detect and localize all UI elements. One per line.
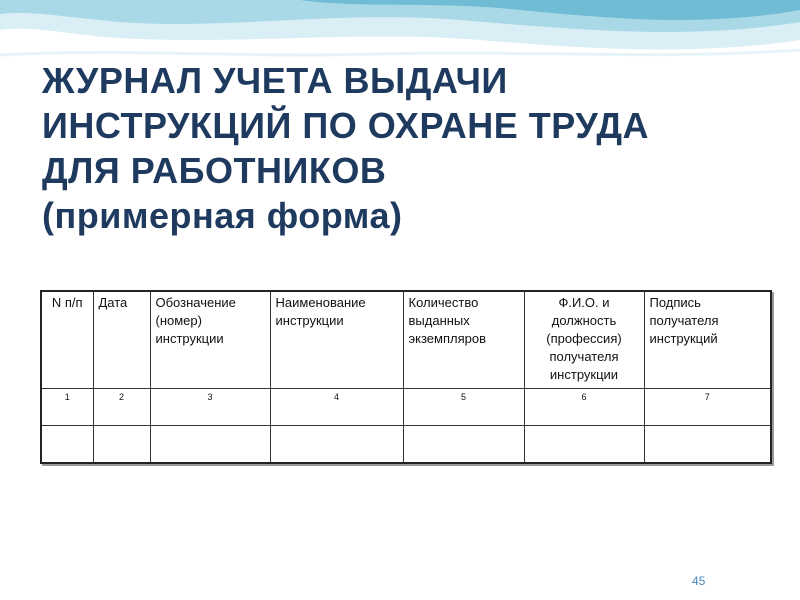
column-number-cell: 3 <box>150 389 270 426</box>
title-line-2: ИНСТРУКЦИЙ ПО ОХРАНЕ ТРУДА <box>42 105 650 146</box>
page-title <box>42 58 782 238</box>
table-header-row <box>41 291 771 389</box>
empty-entry-row <box>41 426 771 464</box>
empty-cell <box>93 426 150 464</box>
column-header-number: N п/п <box>41 291 93 389</box>
column-header-recipient-name: Ф.И.О. и должность (профессия) получателя инструкции <box>524 291 644 389</box>
column-header-recipient-signature: Подпись получателя инструкций <box>644 291 771 389</box>
column-header-copies-count: Количество выданных экземпляров <box>403 291 524 389</box>
title-line-4: (примерная форма) <box>42 195 403 236</box>
empty-cell <box>403 426 524 464</box>
journal-table <box>40 290 772 464</box>
empty-cell <box>150 426 270 464</box>
column-number-cell: 5 <box>403 389 524 426</box>
column-number-cell: 4 <box>270 389 403 426</box>
title-line-1: ЖУРНАЛ УЧЕТА ВЫДАЧИ <box>42 60 508 101</box>
column-header-instruction-name: Наименование инструкции <box>270 291 403 389</box>
page-number: 45 <box>692 574 706 588</box>
empty-cell <box>270 426 403 464</box>
column-number-row <box>41 389 771 426</box>
column-number-cell: 7 <box>644 389 771 426</box>
empty-cell <box>41 426 93 464</box>
column-number-cell: 6 <box>524 389 644 426</box>
empty-cell <box>644 426 771 464</box>
column-number-cell: 2 <box>93 389 150 426</box>
column-header-instruction-code: Обозначение (номер) инструкции <box>150 291 270 389</box>
column-header-date: Дата <box>93 291 150 389</box>
empty-cell <box>524 426 644 464</box>
column-number-cell: 1 <box>41 389 93 426</box>
title-line-3: ДЛЯ РАБОТНИКОВ <box>42 150 387 191</box>
